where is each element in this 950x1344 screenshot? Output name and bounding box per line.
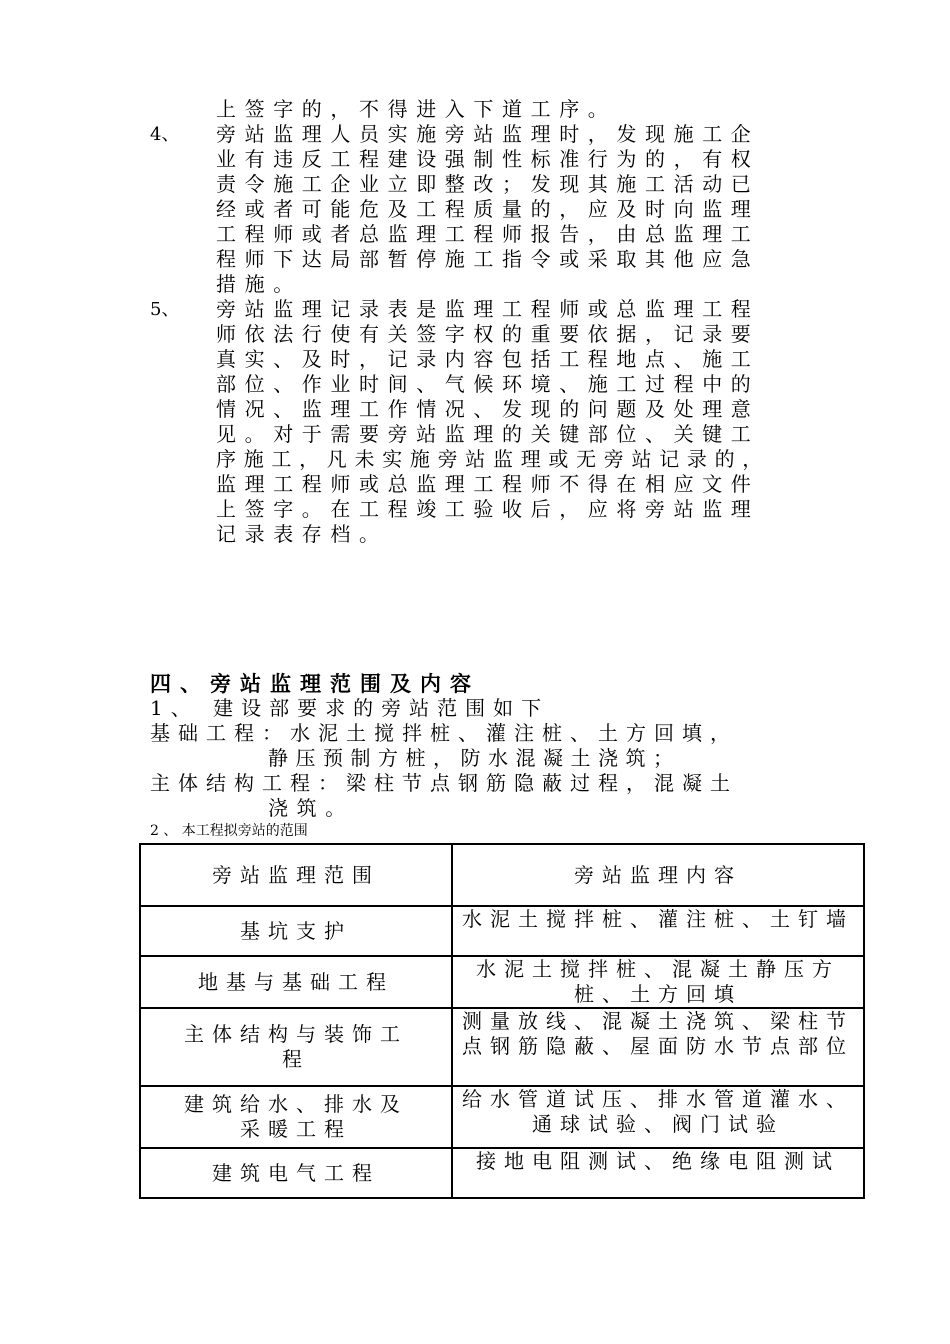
row-content: 测量放线、混凝土浇筑、梁柱节点钢筋隐蔽、屋面防水节点部位 — [452, 1008, 864, 1086]
item4-line-3: 责令施工企业立即整改；发现其施工活动已 — [216, 172, 760, 196]
header-scope: 旁站监理范围 — [140, 844, 452, 906]
row-scope: 地基与基础工程 — [140, 956, 452, 1008]
item5-line-3: 真实、及时，记录内容包括工程地点、施工 — [216, 347, 760, 371]
table-header-row — [140, 844, 864, 906]
item2-caption: 2 、 本工程拟旁站的范围 — [150, 823, 308, 839]
row-scope: 建筑电气工程 — [140, 1148, 452, 1198]
row-content: 水泥土搅拌桩、混凝土静压方桩、土方回填 — [452, 956, 864, 1008]
item5-line-2: 师依法行使有关签字权的重要依据，记录要 — [216, 322, 760, 346]
item5-line-5: 情况、监理工作情况、发现的问题及处理意 — [216, 397, 760, 421]
item4-line-7: 措施。 — [216, 272, 302, 296]
item4-line-1: 旁站监理人员实施旁站监理时，发现施工企 — [216, 122, 760, 146]
foundation-line-2: 静压预制方桩，防水混凝土浇筑； — [268, 746, 681, 770]
table-row — [140, 956, 864, 1008]
table-row — [140, 1086, 864, 1148]
item5-number: 5、 — [150, 299, 180, 320]
foundation-line-1: 基础工程：水泥土搅拌桩、灌注桩、土方回填， — [150, 721, 738, 745]
section-heading: 四、旁站监理范围及内容 — [150, 671, 480, 696]
table-row — [140, 1148, 864, 1198]
row-content: 水泥土搅拌桩、灌注桩、土钉墙 — [452, 906, 864, 956]
item5-line-4: 部位、作业时间、气候环境、施工过程中的 — [216, 372, 760, 396]
item4-line-6: 程师下达局部暂停施工指令或采取其他应急 — [216, 247, 760, 271]
item4-line-2: 业有违反工程建设强制性标准行为的，有权 — [216, 147, 760, 171]
row-scope: 建筑给水、排水及采暖工程 — [140, 1086, 452, 1148]
structure-line-2: 浇筑。 — [268, 796, 354, 820]
item5-line-9: 上签字。在工程竣工验收后，应将旁站监理 — [216, 497, 760, 521]
header-content: 旁站监理内容 — [452, 844, 864, 906]
item4-line-5: 工程师或者总监理工程师报告，由总监理工 — [216, 222, 760, 246]
item4-line-4: 经或者可能危及工程质量的，应及时向监理 — [216, 197, 760, 221]
item4-number: 4、 — [150, 124, 180, 145]
row-scope: 主体结构与装饰工程 — [140, 1008, 452, 1086]
item3-tail: 上签字的，不得进入下道工序。 — [216, 97, 617, 121]
item5-line-8: 监理工程师或总监理工程师不得在相应文件 — [216, 472, 760, 496]
row-content: 接地电阻测试、绝缘电阻测试 — [452, 1148, 864, 1198]
table-row — [140, 1008, 864, 1086]
item5-line-6: 见。对于需要旁站监理的关键部位、关键工 — [216, 422, 760, 446]
structure-line-1: 主体结构工程：梁柱节点钢筋隐蔽过程，混凝土 — [150, 771, 738, 795]
item1-line: 1、 建设部要求的旁站范围如下 — [150, 696, 550, 720]
item5-line-10: 记录表存档。 — [216, 522, 388, 546]
row-content: 给水管道试压、排水管道灌水、通球试验、阀门试验 — [452, 1086, 864, 1148]
supervision-table — [139, 843, 865, 1199]
item5-line-7: 序施工，凡未实施旁站监理或无旁站记录的， — [216, 447, 770, 471]
item5-line-1: 旁站监理记录表是监理工程师或总监理工程 — [216, 297, 760, 321]
row-scope: 基坑支护 — [140, 906, 452, 956]
table-row — [140, 906, 864, 956]
